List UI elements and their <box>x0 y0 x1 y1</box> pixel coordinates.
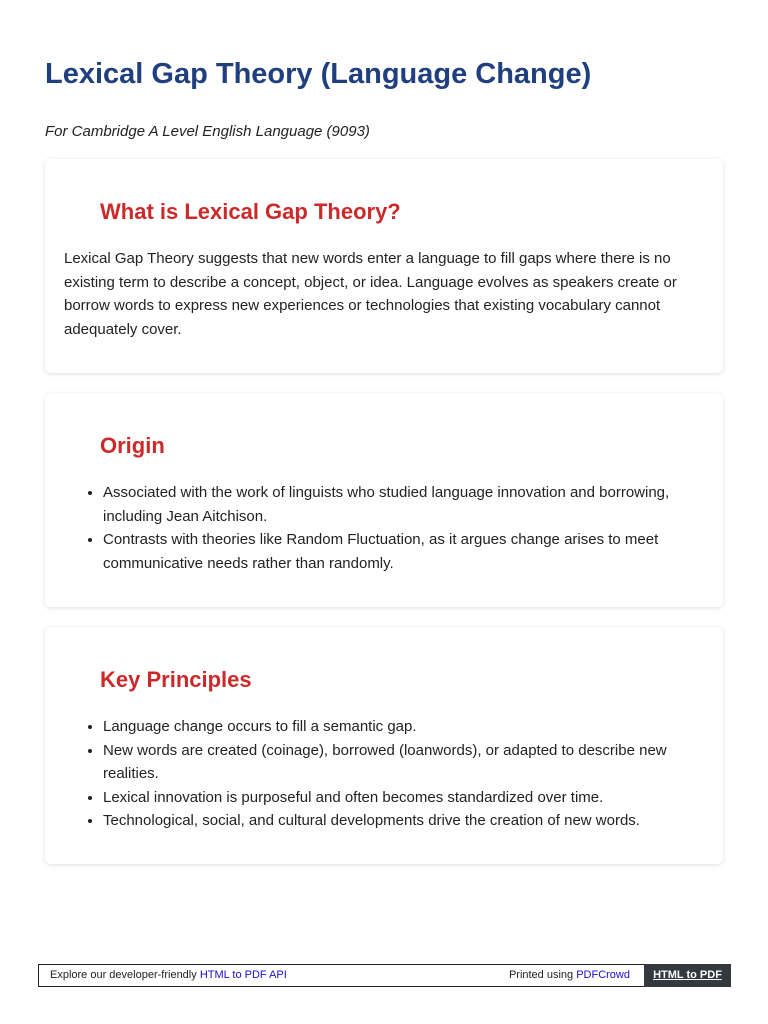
html-to-pdf-api-link[interactable]: HTML to PDF API <box>199 969 287 981</box>
list-item: • Contrasts with theories like Random Fluctuation, as it argues change arises to meet communicative needs rather than randomly. <box>103 528 704 575</box>
bullet-list <box>64 481 704 575</box>
list-item: • New words are created (coinage), borrowed (loanwords), or adapted to describe new realities. <box>103 739 704 786</box>
section-paragraph: Lexical Gap Theory suggests that new words enter a language to fill gaps where there is no existing term to describe a concept, object, or idea. Language evolves as speakers create or borrow words to express new experiences or technologies that existing vocabulary cannot adequately cover. <box>64 250 677 338</box>
footer-promo-text: Explore our developer-friendly <box>50 969 200 981</box>
list-item: • Lexical innovation is purposeful and often becomes standardized over time. <box>103 786 704 810</box>
list-item: • Associated with the work of linguists who studied language innovation and borrowing, including Jean Aitchison. <box>103 481 704 528</box>
pdfcrowd-link[interactable]: PDFCrowd <box>576 969 630 981</box>
footer-printed-using <box>509 969 630 981</box>
section-card-origin <box>45 393 723 607</box>
footer-promo <box>50 969 287 981</box>
page-title: Lexical Gap Theory (Language Change) <box>45 58 592 90</box>
section-heading: Origin <box>100 433 165 458</box>
html-to-pdf-button[interactable]: HTML to PDF <box>644 964 731 987</box>
list-item: • Language change occurs to fill a semantic gap. <box>103 715 704 739</box>
page-subtitle: For Cambridge A Level English Language (9093) <box>45 123 370 140</box>
section-card-key-principles <box>45 627 723 864</box>
pdf-footer-banner <box>38 964 731 987</box>
section-heading: Key Principles <box>100 667 252 692</box>
section-card-definition <box>45 159 723 373</box>
bullet-list <box>64 715 704 833</box>
footer-printed-text: Printed using <box>508 969 577 981</box>
section-heading: What is Lexical Gap Theory? <box>100 199 401 224</box>
list-item: • Technological, social, and cultural developments drive the creation of new words. <box>103 809 704 833</box>
